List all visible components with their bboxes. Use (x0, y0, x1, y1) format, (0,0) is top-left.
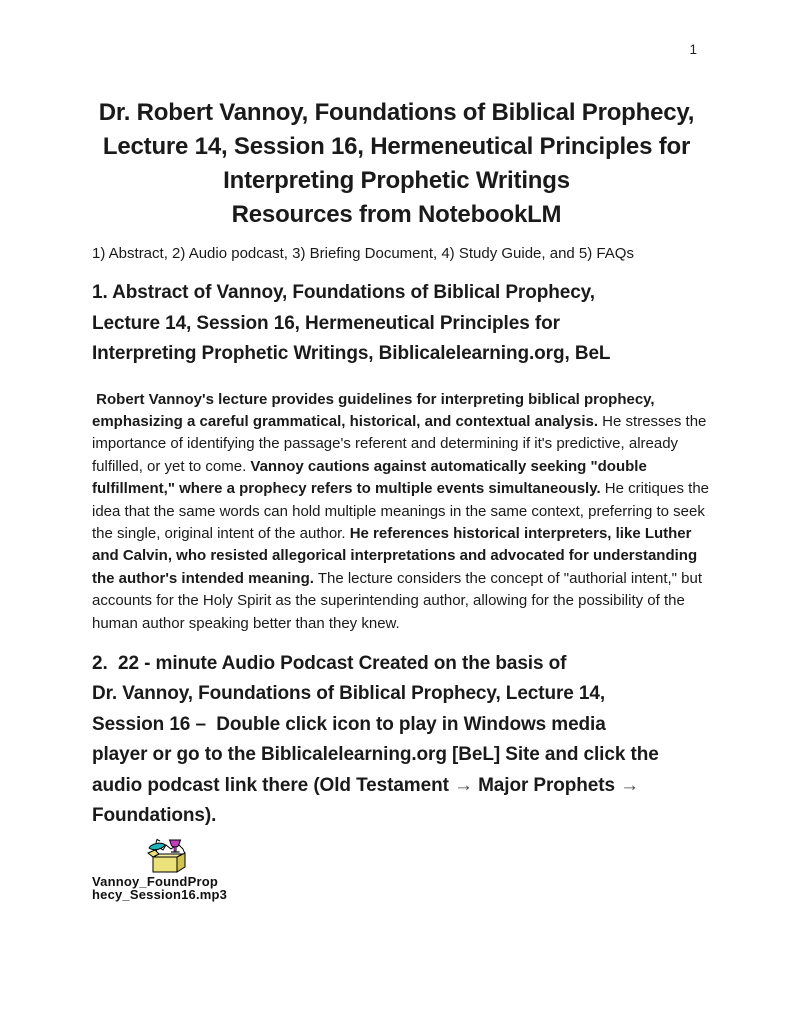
resources-list: 1) Abstract, 2) Audio podcast, 3) Briefing Document, 4) Study Guide, and 5) FAQs (92, 245, 634, 262)
attachment-filename-line: hecy_Session16.mp3 (92, 887, 228, 903)
document-title (92, 96, 701, 232)
heading-line: Session 16 – Double click icon to play in Windows media (92, 713, 606, 735)
right-arrow-icon: → (453, 774, 473, 796)
paragraph-run-bold: Robert Vannoy's lecture provides guidelines for interpreting biblical prophecy, emphasizing a careful grammatical, historical, and contextual analysis. (92, 390, 659, 430)
paragraph-run-bold: Vannoy cautions against automatically seeking "double fulfillment," where a prophecy refers to multiple events simultaneously. (92, 457, 651, 498)
heading-line: player or go to the Biblicalelearning.org [BeL] Site and click the (92, 744, 659, 766)
section-2-heading (92, 649, 701, 832)
title-line: Interpreting Prophetic Writings (223, 167, 570, 194)
heading-line: Dr. Vannoy, Foundations of Biblical Prophecy, Lecture 14, (92, 683, 606, 705)
heading-line: Foundations). (92, 805, 217, 827)
paragraph-run: He critiques the idea that the same words can hold multiple meanings in the same context, preferring to seek the single, original intent of the author. (92, 480, 714, 542)
attachment-filename-line: Vannoy_FoundProp (92, 873, 218, 889)
attachment-filename[interactable] (92, 875, 701, 902)
title-line: Resources from NotebookLM (231, 201, 562, 228)
section-1-heading (92, 278, 701, 370)
heading-line: 1. Abstract of Vannoy, Foundations of Biblical Prophecy, (92, 282, 595, 303)
paragraph-run: The lecture considers the concept of "authorial intent," but accounts for the Holy Spirit as the superintending author, allowing for the possibility of the human author speaking better than they knew. (92, 569, 707, 632)
paragraph-run: He stresses the importance of identifying the passage's referent and determining if it's predictive, already fulfilled, or yet to come. (92, 412, 711, 475)
title-line: Lecture 14, Session 16, Hermeneutical Principles for (102, 133, 691, 160)
page-number: 1 (689, 42, 697, 57)
title-line: Dr. Robert Vannoy, Foundations of Biblical Prophecy, (98, 99, 695, 126)
heading-line: 2. 22 - minute Audio Podcast Created on the basis of (92, 652, 567, 674)
package-icon[interactable] (144, 836, 192, 874)
right-arrow-icon: → (620, 774, 640, 796)
audio-attachment[interactable] (92, 836, 701, 902)
heading-line: Lecture 14, Session 16, Hermeneutical Principles for (92, 312, 560, 334)
paragraph-run-bold: He references historical interpreters, like Luther and Calvin, who resisted allegorical interpretations and advocated for understanding the author's intended meaning. (92, 524, 702, 587)
heading-line: Interpreting Prophetic Writings, Biblicalelearning.org, BeL (92, 343, 611, 364)
abstract-paragraph (92, 389, 714, 635)
heading-line: audio podcast link there (Old Testament → Major Prophets → (92, 774, 640, 796)
